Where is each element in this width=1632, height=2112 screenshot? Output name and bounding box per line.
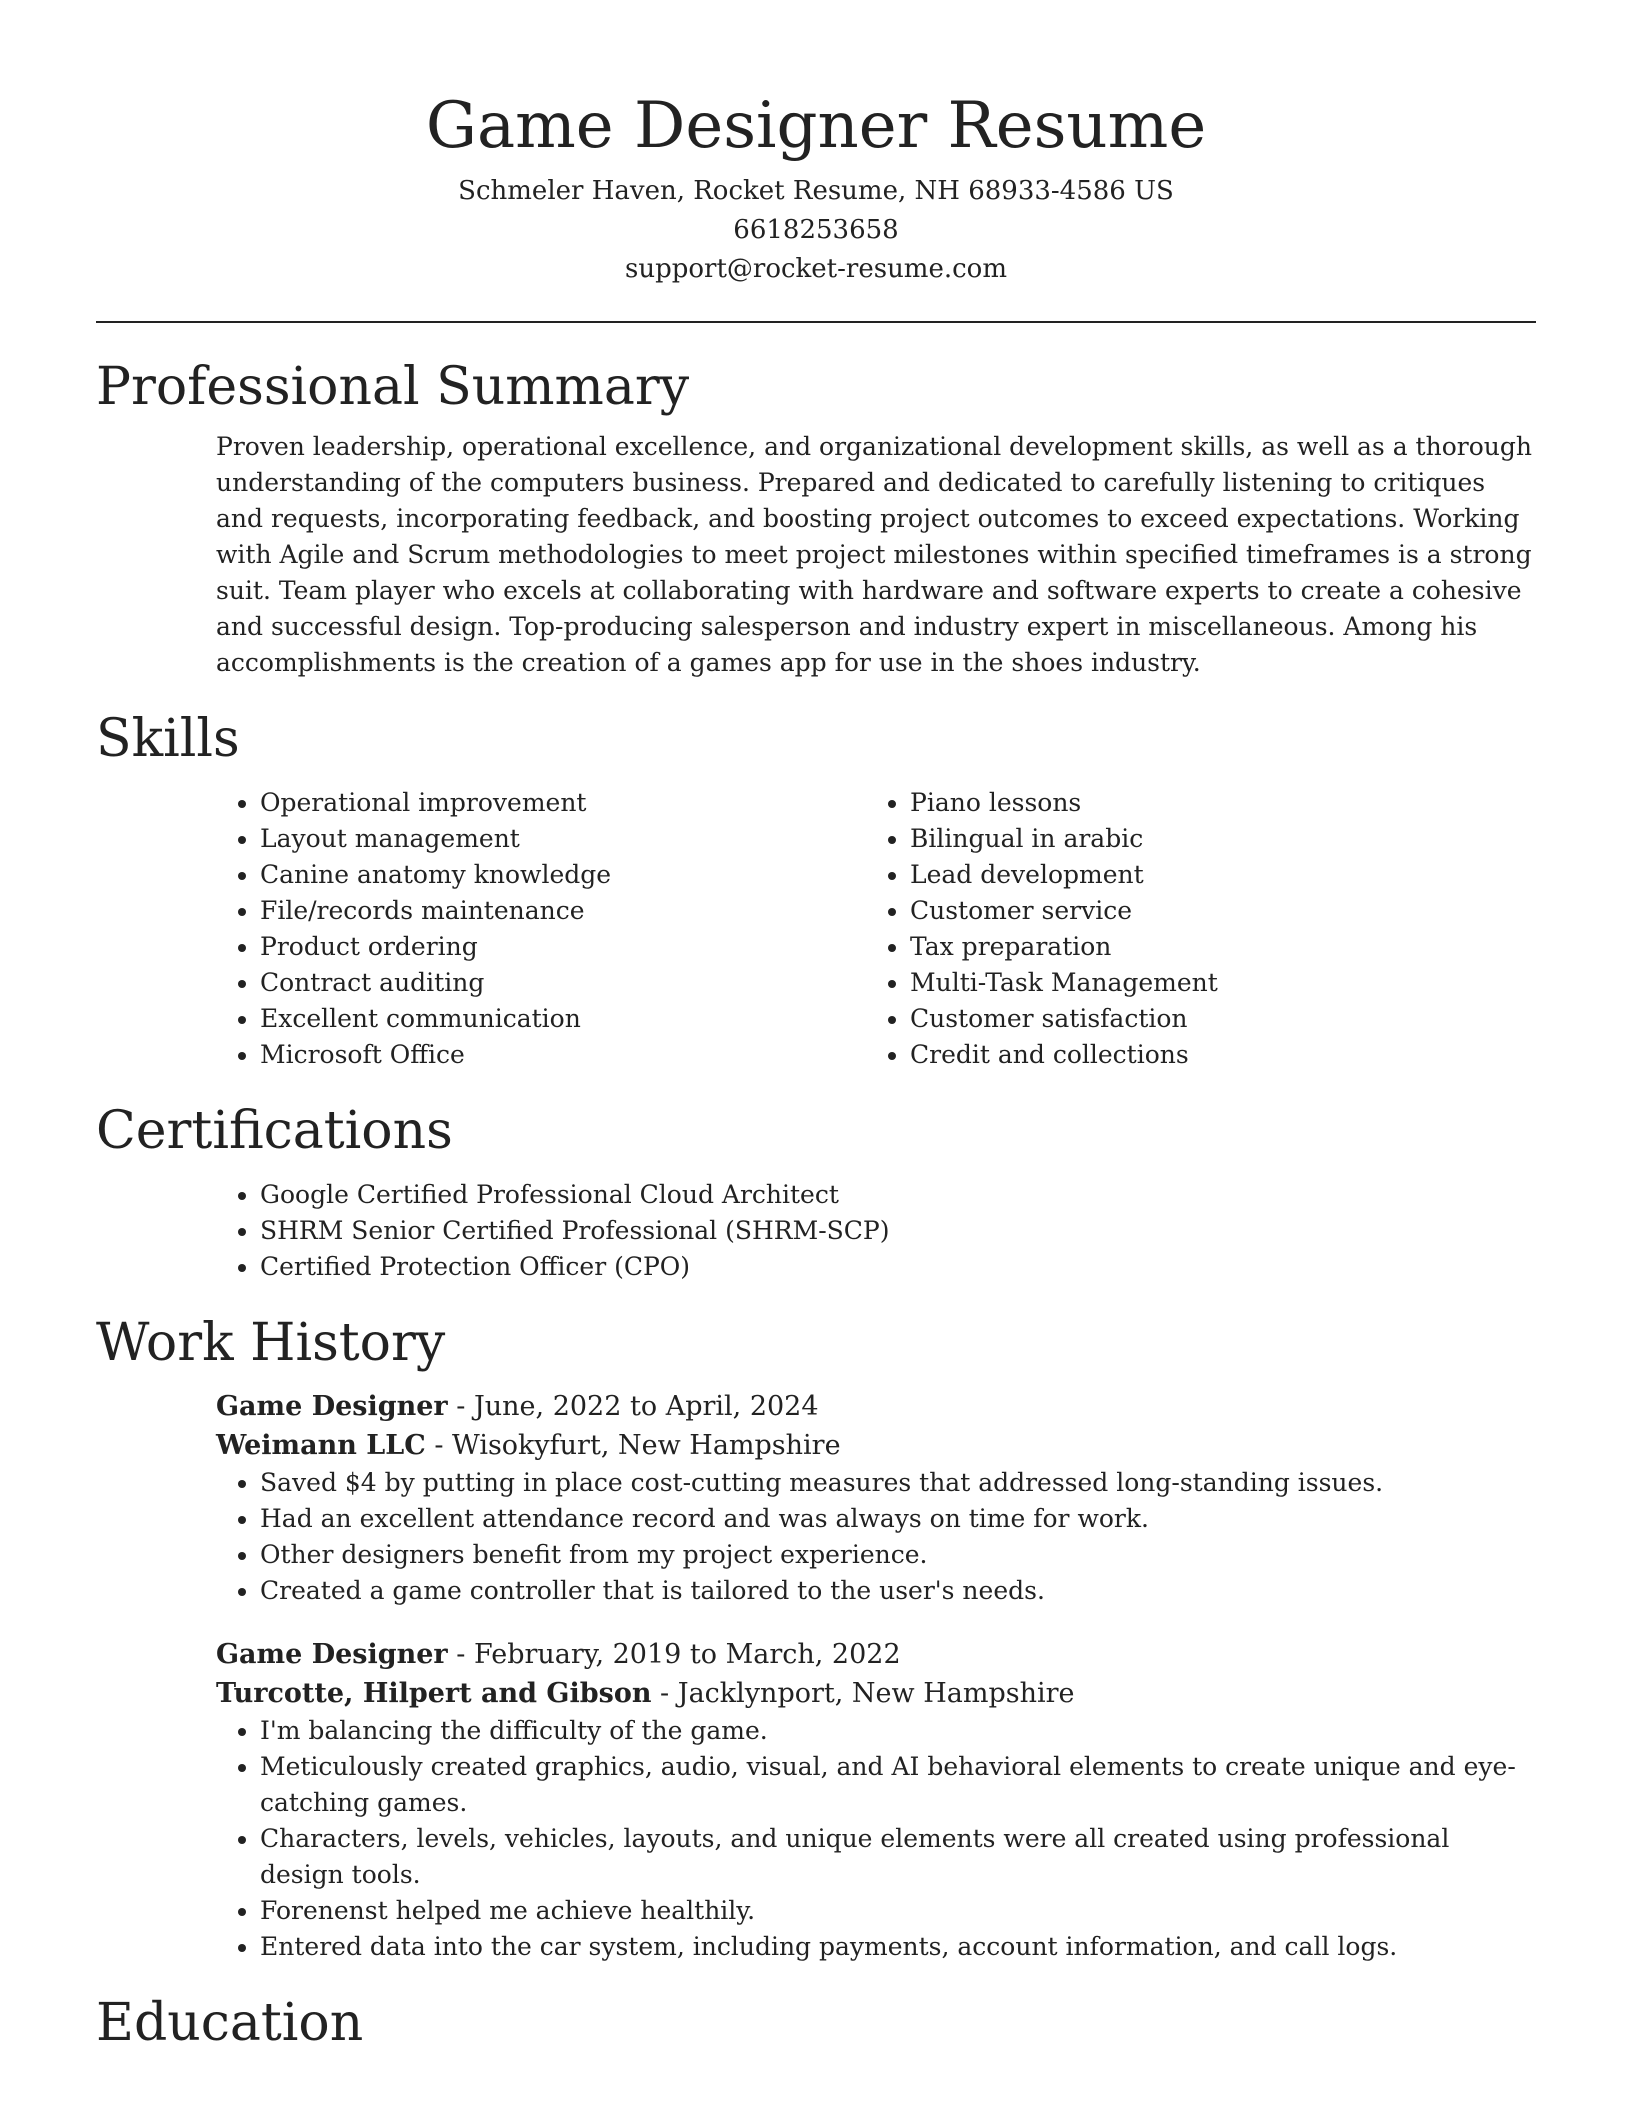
resume-title: Game Designer Resume — [425, 89, 1207, 163]
job-bullet: • Forenenst helped me achieve healthily. — [260, 1893, 1536, 1929]
job-company-line — [216, 1674, 1536, 1713]
skill-item: • Customer satisfaction — [910, 1001, 1516, 1037]
skill-item: • Piano lessons — [910, 785, 1516, 821]
job-bullet: • I'm balancing the difficulty of the game. — [260, 1713, 1536, 1749]
job-bullet: • Created a game controller that is tailored to the user's needs. — [260, 1573, 1536, 1609]
education-heading: Education — [96, 1993, 364, 2053]
skill-item: • Lead development — [910, 857, 1516, 893]
job-title-line — [216, 1635, 1536, 1674]
job-role: Game Designer — [216, 1391, 448, 1422]
job-bullet: • Entered data into the car system, including payments, account information, and call logs. — [260, 1929, 1536, 1965]
contact-info — [96, 172, 1536, 289]
job-dates: - February, 2019 to March, 2022 — [447, 1639, 901, 1670]
summary-section — [216, 429, 1536, 681]
contact-email: support@rocket-resume.com — [624, 254, 1007, 284]
job-company: Turcotte, Hilpert and Gibson — [216, 1678, 652, 1709]
job-role: Game Designer — [216, 1639, 448, 1670]
summary-heading: Professional Summary — [96, 357, 690, 417]
skill-item: • File/records maintenance — [260, 893, 866, 929]
job-title-line — [216, 1387, 1536, 1426]
job-bullets — [216, 1465, 1536, 1609]
job-bullet: • Characters, levels, vehicles, layouts, and unique elements were all created using professional design tools. — [260, 1821, 1536, 1893]
resume-header — [96, 0, 1536, 289]
job-company: Weimann LLC — [216, 1430, 426, 1461]
skill-item: • Layout management — [260, 821, 866, 857]
job-location: - Wisokyfurt, New Hampshire — [425, 1430, 841, 1461]
skill-item: • Canine anatomy knowledge — [260, 857, 866, 893]
skill-item: • Bilingual in arabic — [910, 821, 1516, 857]
skill-item: • Operational improvement — [260, 785, 866, 821]
contact-phone: 6618253658 — [733, 215, 899, 245]
skill-item: • Excellent communication — [260, 1001, 866, 1037]
skills-column-left — [216, 785, 866, 1073]
skill-item: • Microsoft Office — [260, 1037, 866, 1073]
summary-text: Proven leadership, operational excellence, and organizational development skills, as well as a thorough understanding of the computers business. Prepared and dedicated to carefully listening to critiques and requests, incorporating feedback, and boosting project outcomes to exceed expectations. Working with Agile and Scrum methodologies to meet project milestones within specified timeframes is a strong suit. Team player who excels at collaborating with hardware and software experts to create a cohesive and successful design. Top-producing salesperson and industry expert in miscellaneous. Among his accomplishments is the creation of a games app for use in the shoes industry. — [216, 432, 1532, 677]
skill-item: • Tax preparation — [910, 929, 1516, 965]
certification-item: • Google Certified Professional Cloud Architect — [260, 1177, 1536, 1213]
job-location: - Jacklynport, New Hampshire — [651, 1678, 1075, 1709]
certifications-list — [216, 1177, 1536, 1285]
job-entry — [216, 1387, 1536, 1609]
contact-address: Schmeler Haven, Rocket Resume, NH 68933-4586 US — [458, 176, 1174, 206]
skill-item: • Customer service — [910, 893, 1516, 929]
skills-column-right — [866, 785, 1516, 1073]
skills-list-left — [216, 785, 866, 1073]
certification-item: • SHRM Senior Certified Professional (SHRM-SCP) — [260, 1213, 1536, 1249]
skill-item: • Contract auditing — [260, 965, 866, 1001]
certifications-heading: Certifications — [96, 1101, 453, 1161]
job-entry — [216, 1635, 1536, 1965]
header-divider — [96, 321, 1536, 323]
job-bullets — [216, 1713, 1536, 1965]
skills-list-right — [866, 785, 1516, 1073]
skills-heading: Skills — [96, 709, 240, 769]
certifications-section — [216, 1177, 1536, 1285]
skill-item: • Credit and collections — [910, 1037, 1516, 1073]
skill-item: • Product ordering — [260, 929, 866, 965]
skill-item: • Multi-Task Management — [910, 965, 1516, 1001]
certification-item: • Certified Protection Officer (CPO) — [260, 1249, 1536, 1285]
job-bullet: • Meticulously created graphics, audio, visual, and AI behavioral elements to create unique and eye-catching games. — [260, 1749, 1536, 1821]
job-bullet: • Saved $4 by putting in place cost-cutting measures that addressed long-standing issues. — [260, 1465, 1536, 1501]
work-history-section — [216, 1387, 1536, 1965]
skills-section — [216, 785, 1536, 1073]
job-bullet: • Had an excellent attendance record and was always on time for work. — [260, 1501, 1536, 1537]
work-history-heading: Work History — [96, 1313, 446, 1373]
job-dates: - June, 2022 to April, 2024 — [447, 1391, 819, 1422]
job-company-line — [216, 1426, 1536, 1465]
job-bullet: • Other designers benefit from my project experience. — [260, 1537, 1536, 1573]
